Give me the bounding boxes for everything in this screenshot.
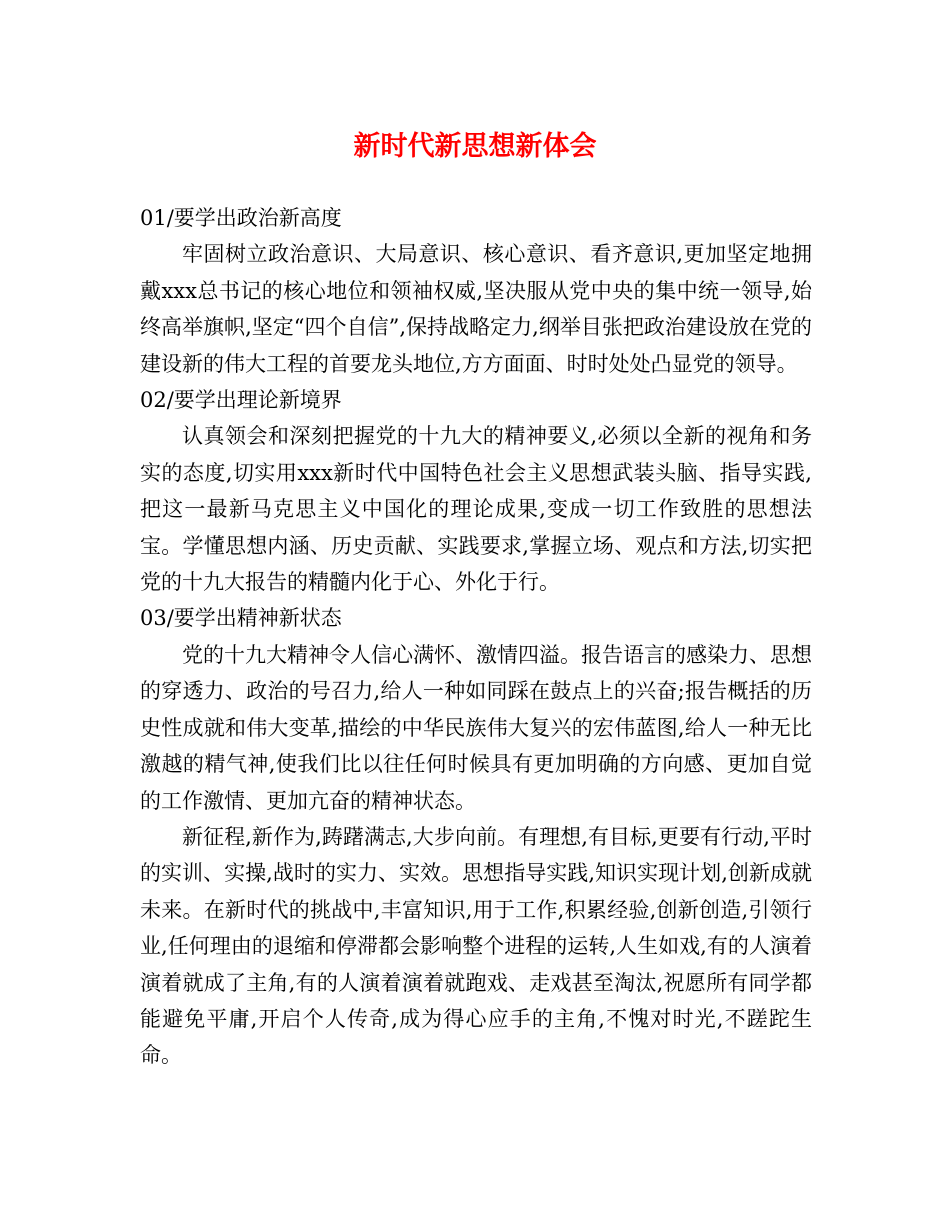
section-3 xyxy=(140,600,812,1073)
document-body xyxy=(140,200,812,1074)
section-1 xyxy=(140,200,812,382)
section-heading: 01/要学出政治新高度 xyxy=(140,206,342,230)
section-heading: 03/要学出精神新状态 xyxy=(140,606,342,631)
document-title: 新时代新思想新体会 xyxy=(353,131,597,162)
paragraph: 认真领会和深刻把握党的十九大的精神要义,必须以全新的视角和务实的态度,切实用xxx新时代中国特色社会主义思想武装头脑、指导实践,把这一最新马克思主义中国化的理论成果,变成一切工作致胜的思想法宝。学懂思想内涵、历史贡献、实践要求,掌握立场、观点和方法,切实把党的十九大报告的精髓内化于心、外化于行。 xyxy=(140,424,812,595)
section-heading: 02/要学出理论新境界 xyxy=(140,388,342,413)
section-2 xyxy=(140,382,812,600)
paragraph: 党的十九大精神令人信心满怀、激情四溢。报告语言的感染力、思想的穿透力、政治的号召力,给人一种如同踩在鼓点上的兴奋;报告概括的历史性成就和伟大变革,描绘的中华民族伟大复兴的宏伟蓝图,给人一种无比激越的精气神,使我们比以往任何时候具有更加明确的方向感、更加自觉的工作激情、更加亢奋的精神状态。 xyxy=(140,642,812,813)
paragraph: 新征程,新作为,踌躇满志,大步向前。有理想,有目标,更要有行动,平时的实训、实操,战时的实力、实效。思想指导实践,知识实现计划,创新成就未来。在新时代的挑战中,丰富知识,用于工作,积累经验,创新创造,引领行业,任何理由的退缩和停滞都会影响整个进程的运转,人生如戏,有的人演着演着就成了主角,有的人演着演着就跑戏、走戏甚至淘汰,祝愿所有同学都能避免平庸,开启个人传奇,成为得心应手的主角,不愧对时光,不蹉跎生命。 xyxy=(140,824,812,1068)
paragraph: 牢固树立政治意识、大局意识、核心意识、看齐意识,更加坚定地拥戴xxx总书记的核心地位和领袖权威,坚决服从党中央的集中统一领导,始终高举旗帜,坚定“四个自信”,保持战略定力,纲举目张把政治建设放在党的建设新的伟大工程的首要龙头地位,方方面面、时时处处凸显党的领导。 xyxy=(140,242,812,376)
